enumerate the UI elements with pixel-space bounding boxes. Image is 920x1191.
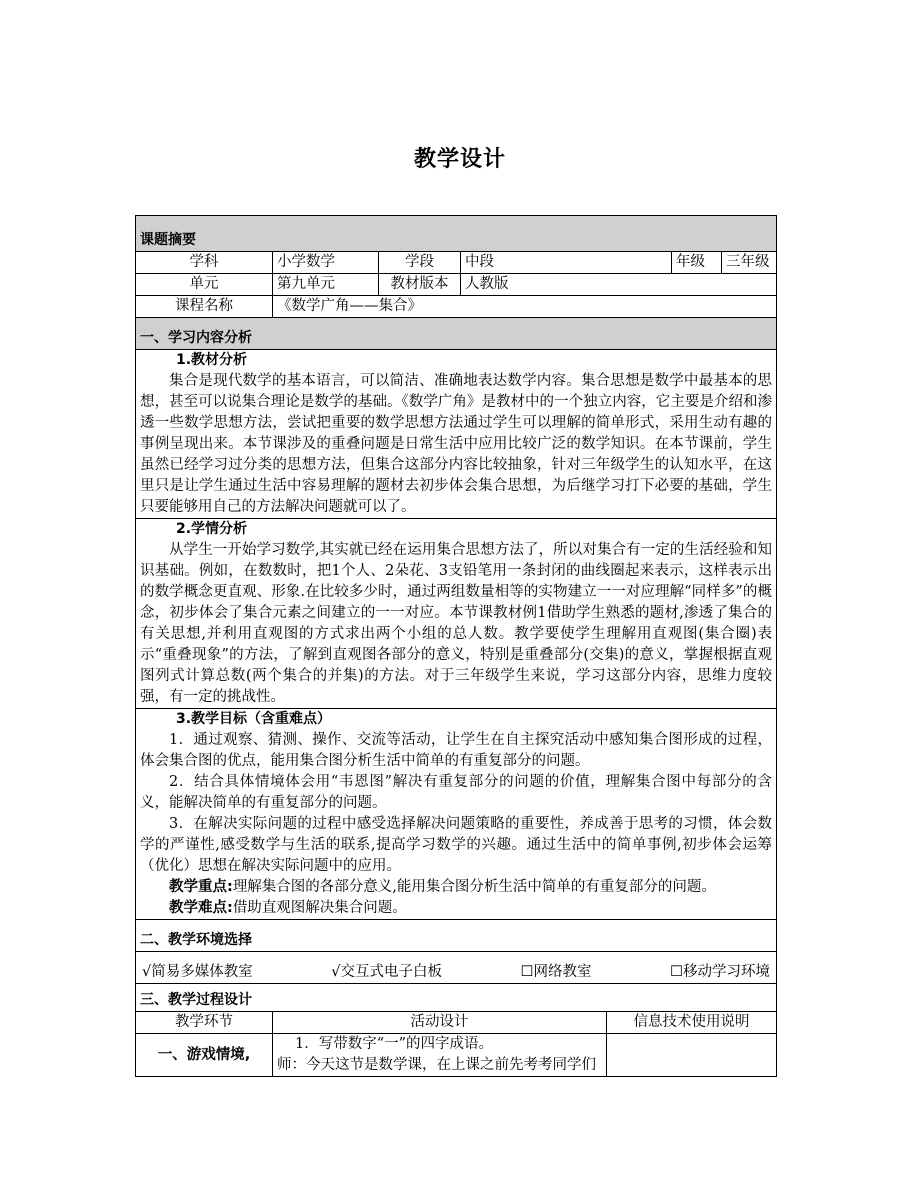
key-point-text: 理解集合图的各部分意义,能用集合图分析生活中简单的有重复部分的问题。	[232, 879, 716, 895]
teaching-goals-cell	[136, 709, 777, 920]
env-option-network[interactable]: ☐网络教室	[520, 964, 592, 980]
course-label: 课程名称	[136, 296, 273, 318]
stage-value: 中段	[461, 252, 672, 274]
material-analysis-cell	[136, 350, 777, 519]
section2-heading: 二、教学环境选择	[136, 920, 777, 952]
env-option-whiteboard[interactable]: √交互式电子白板	[331, 964, 442, 980]
key-point	[140, 877, 772, 898]
difficult-point-label: 教学难点:	[169, 900, 233, 916]
row1-it	[607, 1034, 777, 1077]
difficult-point	[140, 898, 772, 919]
edition-label: 教材版本	[379, 274, 461, 296]
edition-value: 人教版	[461, 274, 777, 296]
col-activity-header: 活动设计	[273, 1012, 607, 1034]
col-stage-header: 教学环节	[136, 1012, 273, 1034]
design-table	[135, 215, 777, 1077]
summary-heading: 课题摘要	[136, 216, 777, 252]
subject-label: 学科	[136, 252, 273, 274]
goal-2: 2．结合具体情境体会用“韦恩图”解决有重复部分的问题的价值，理解集合图中每部分的含义，能解决简单的有重复部分的问题。	[140, 774, 772, 811]
row1-activity	[273, 1034, 607, 1077]
stage-label: 学段	[379, 252, 461, 274]
grade-value: 三年级	[722, 252, 777, 274]
difficult-point-text: 借助直观图解决集合问题。	[232, 900, 407, 916]
col-it-header: 信息技术使用说明	[607, 1012, 777, 1034]
goal-3: 3．在解决实际问题的过程中感受选择解决问题策略的重要性，养成善于思考的习惯，体会数学的严谨性,感受数学与生活的联系,提高学习数学的兴趣。通过生活中的简单事例,初步体会运筹（优化）思想在解决实际问题中的应用。	[140, 816, 772, 874]
learner-analysis-title: 2.学情分析	[176, 521, 248, 537]
material-analysis-text: 集合是现代数学的基本语言，可以简洁、准确地表达数学内容。集合思想是数学中最基本的思想，甚至可以说集合理论是数学的基础。《数学广角》是教材中的一个独立内容，它主要是介绍和渗透一些数学思想方法，尝试把重要的数学思想方法通过学生可以理解的简单形式，采用生动有趣的事例呈现出来。本节课涉及的重叠问题是日常生活中应用比较广泛的数学知识。在本节课前，学生虽然已经学习过分类的思想方法，但集合这部分内容比较抽象，针对三年级学生的认知水平，在这里只是让学生通过生活中容易理解的题材去初步体会集合思想，为后继学习打下必要的基础，学生只要能够用自己的方法解决问题就可以了。	[140, 373, 772, 515]
learner-analysis-text: 从学生一开始学习数学,其实就已经在运用集合思想方法了，所以对集合有一定的生活经验和知识基础。例如，在数数时，把1个人、2朵花、3支铅笔用一条封闭的曲线圈起来表示，这样表示出的数学概念更直观、形象.在比较多少时，通过两组数量相等的实物建立一一对应理解“同样多”的概念，初步体会了集合元素之间建立的一一对应。本节课教材例1借助学生熟悉的题材,渗透了集合的有关思想,并利用直观图的方式求出两个小组的总人数。教学要使学生理解用直观图(集合圈)表示“重叠现象”的方法，了解到直观图各部分的意义，特别是重叠部分(交集)的意义，掌握根据直观图列式计算总数(两个集合的并集)的方法。对于三年级学生来说，学习这部分内容，思维力度较强，有一定的挑战性。	[140, 542, 772, 705]
learner-analysis-cell	[136, 519, 777, 709]
section3-heading: 三、教学过程设计	[136, 984, 777, 1012]
page-title: 教学设计	[413, 147, 506, 172]
key-point-label: 教学重点:	[169, 879, 233, 895]
unit-label: 单元	[136, 274, 273, 296]
section1-heading: 一、学习内容分析	[136, 318, 777, 350]
unit-value: 第九单元	[273, 274, 379, 296]
teaching-goals-title: 3.教学目标（含重难点）	[176, 711, 332, 727]
row1-stage: 一、游戏情境,	[136, 1034, 273, 1077]
env-option-mobile[interactable]: ☐移动学习环境	[670, 964, 770, 980]
row1-line-2: 师：今天这节是数学课，在上课之前先考考同学们	[277, 1057, 596, 1073]
goal-1: 1．通过观察、猜测、操作、交流等活动，让学生在自主探究活动中感知集合图形成的过程，体会集合图的优点，能用集合图分析生活中简单的有重复部分的问题。	[140, 732, 772, 769]
subject-value: 小学数学	[273, 252, 379, 274]
env-option-multimedia[interactable]: √简易多媒体教室	[142, 964, 253, 980]
row1-line-1: 1．写带数字“一”的四字成语。	[295, 1036, 494, 1052]
grade-label: 年级	[672, 252, 722, 274]
course-value: 《数学广角——集合》	[273, 296, 777, 318]
material-analysis-title: 1.教材分析	[176, 352, 248, 368]
environment-options	[136, 952, 777, 984]
